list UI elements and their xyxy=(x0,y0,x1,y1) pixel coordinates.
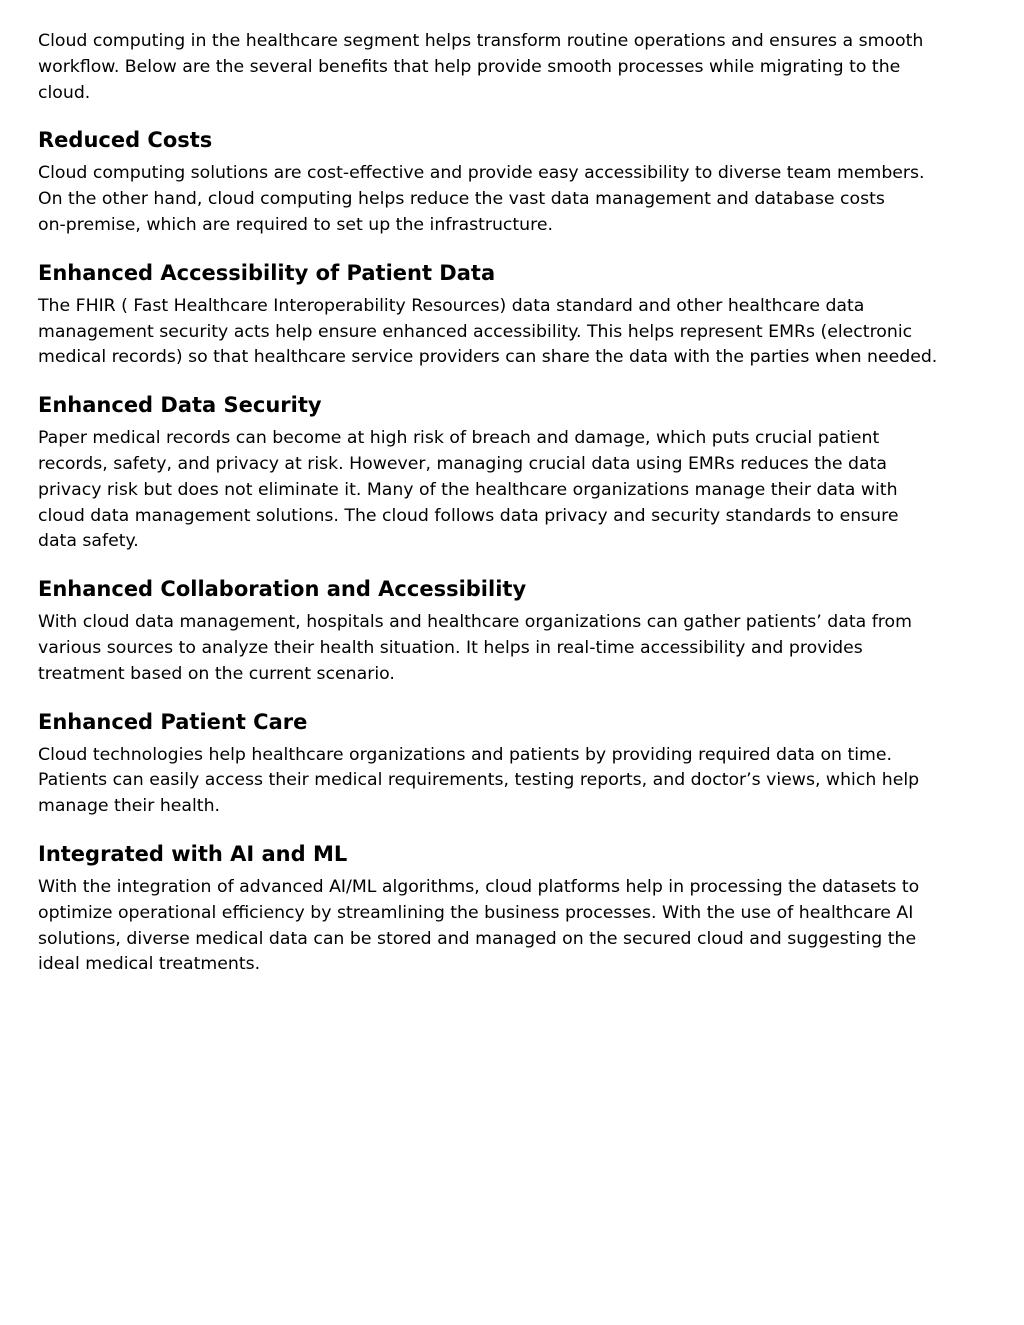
paragraph-line: on-premise, which are required to set up the infrastructure. xyxy=(38,214,553,235)
paragraph-line: cloud. xyxy=(38,82,91,103)
section-heading-patient-data: Enhanced Accessibility of Patient Data xyxy=(38,260,496,285)
section-heading-patient-care: Enhanced Patient Care xyxy=(38,709,308,734)
paragraph-line: Cloud computing solutions are cost-effective and provide easy accessibility to diverse team members. xyxy=(38,163,925,184)
section-heading-data-security: Enhanced Data Security xyxy=(38,393,322,418)
paragraph-line: solutions, diverse medical data can be stored and managed on the secured cloud and suggesting the xyxy=(38,928,917,949)
paragraph-line: data safety. xyxy=(38,531,139,552)
paragraph-line: records, safety, and privacy at risk. However, managing crucial data using EMRs reduces the data xyxy=(38,453,887,474)
section-heading-reduced-costs: Reduced Costs xyxy=(38,128,213,153)
section-paragraph-reduced-costs xyxy=(38,161,1013,238)
document-body xyxy=(38,29,1013,978)
paragraph-line: On the other hand, cloud computing helps reduce the vast data management and database costs xyxy=(38,189,885,210)
section-heading-ai-ml: Integrated with AI and ML xyxy=(38,841,348,866)
paragraph-line: ideal medical treatments. xyxy=(38,954,261,975)
paragraph-line: manage their health. xyxy=(38,796,221,817)
section-paragraph-data-security xyxy=(38,426,1013,555)
paragraph-line: With cloud data management, hospitals and healthcare organizations can gather patients’ data from xyxy=(38,612,912,633)
paragraph-line: cloud data management solutions. The cloud follows data privacy and security standards to ensure xyxy=(38,505,899,526)
paragraph-line: With the integration of advanced AI/ML algorithms, cloud platforms help in processing the datasets to xyxy=(38,876,920,897)
paragraph-line: Cloud computing in the healthcare segment helps transform routine operations and ensures a smooth xyxy=(38,31,924,51)
paragraph-line: optimize operational efficiency by streamlining the business processes. With the use of healthcare AI xyxy=(38,902,914,923)
section-heading-collaboration: Enhanced Collaboration and Accessibility xyxy=(38,577,527,602)
paragraph-line: Patients can easily access their medical requirements, testing reports, and doctor’s views, which help xyxy=(38,770,920,791)
paragraph-line: management security acts help ensure enhanced accessibility. This helps represent EMRs (electronic xyxy=(38,321,913,342)
paragraph-line: treatment based on the current scenario. xyxy=(38,663,395,684)
section-paragraph-patient-care xyxy=(38,743,1013,820)
section-paragraph-ai-ml xyxy=(38,875,1013,978)
section-paragraph-patient-data xyxy=(38,294,1013,371)
paragraph-line: Cloud technologies help healthcare organizations and patients by providing required data on time. xyxy=(38,744,893,765)
paragraph-line: various sources to analyze their health situation. It helps in real-time accessibility and provides xyxy=(38,637,863,658)
paragraph-line: The FHIR ( Fast Healthcare Interoperability Resources) data standard and other healthcare data xyxy=(38,295,865,316)
paragraph-line: privacy risk but does not eliminate it. Many of the healthcare organizations manage their data with xyxy=(38,479,898,500)
paragraph-line: workflow. Below are the several benefits that help provide smooth processes while migrating to the xyxy=(38,56,901,77)
paragraph-line: medical records) so that healthcare service providers can share the data with the parties when needed. xyxy=(38,347,938,368)
intro-paragraph xyxy=(38,29,1013,106)
paragraph-line: Paper medical records can become at high risk of breach and damage, which puts crucial patient xyxy=(38,428,880,449)
section-paragraph-collaboration xyxy=(38,610,1013,687)
